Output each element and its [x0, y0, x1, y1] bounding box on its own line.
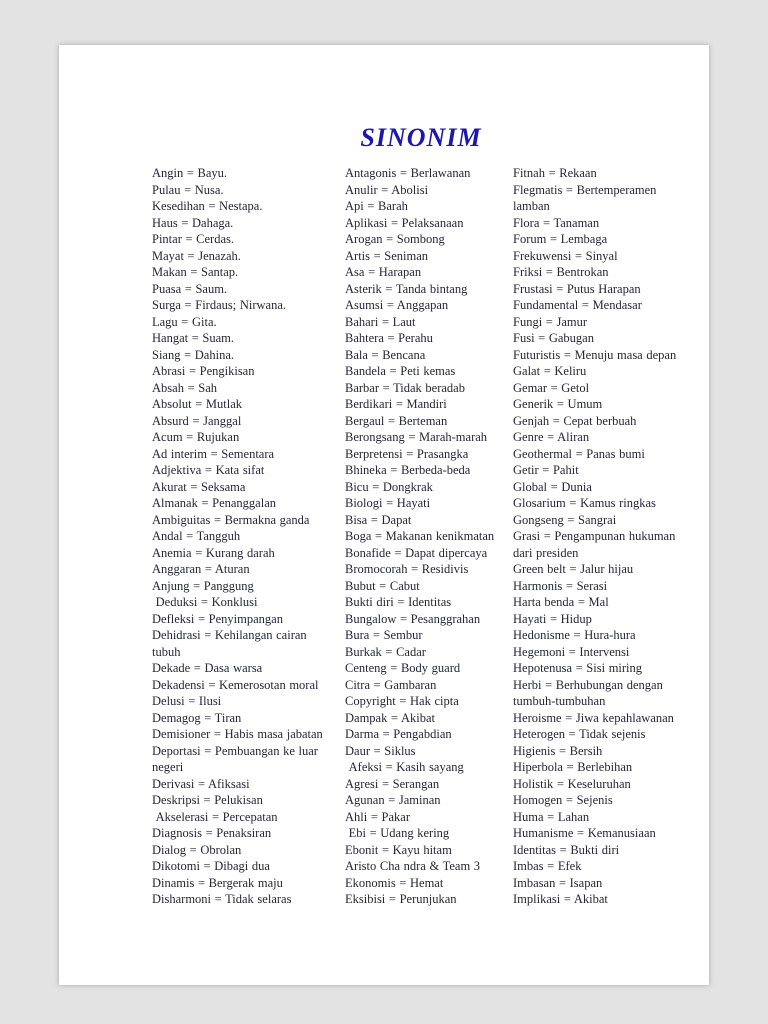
- synonym-entry: Heroisme = Jiwa kepahlawanan: [513, 710, 674, 725]
- synonym-entry: Green belt = Jalur hijau: [513, 562, 634, 576]
- synonym-entry: Biologi = Hayati: [345, 496, 431, 510]
- synonym-entry: Ekonomis = Hemat: [345, 875, 444, 890]
- synonym-entry: Friksi = Bentrokan: [513, 265, 609, 279]
- synonym-entry: Delusi = Ilusi: [152, 694, 222, 708]
- synonym-entry: Surga = Firdaus; Nirwana.: [152, 298, 286, 312]
- synonym-entry: Mayat = Jenazah.: [152, 248, 241, 263]
- synonym-entry: Ad interim = Sementara: [152, 446, 275, 461]
- synonym-entry: Akselerasi = Percepatan: [152, 809, 278, 824]
- synonym-entry: Eksibisi = Perunjukan: [345, 892, 457, 906]
- synonym-entry: Higienis = Bersih: [513, 743, 603, 758]
- synonym-column-middle: [345, 165, 503, 908]
- synonym-entry: Hayati = Hidup: [513, 611, 592, 626]
- synonym-entry: Asumsi = Anggapan: [345, 298, 449, 312]
- synonym-column-right: [513, 165, 690, 908]
- synonym-entry: Implikasi = Akibat: [513, 892, 608, 906]
- synonym-entry: Pulau = Nusa.: [152, 182, 224, 197]
- synonym-entry: Bergaul = Berteman: [345, 413, 448, 428]
- synonym-entry: Bahtera = Perahu: [345, 331, 433, 345]
- synonym-entry: Deportasi = Pembuangan ke luar negeri: [152, 743, 322, 774]
- synonym-entry: Fitnah = Rekaan: [513, 166, 597, 180]
- synonym-entry: Api = Barah: [345, 199, 408, 213]
- synonym-entry: Futuristis = Menuju masa depan: [513, 347, 677, 362]
- synonym-entry: Harta benda = Mal: [513, 595, 609, 609]
- synonym-entry: Ambiguitas = Bermakna ganda: [152, 512, 310, 527]
- synonym-entry: Dinamis = Bergerak maju: [152, 875, 283, 890]
- synonym-entry: Burkak = Cadar: [345, 644, 426, 659]
- synonym-entry: Defleksi = Penyimpangan: [152, 611, 283, 626]
- synonym-entry: Asa = Harapan: [345, 265, 422, 279]
- synonym-entry: Absurd = Janggal: [152, 413, 242, 428]
- synonym-entry: Bhineka = Berbeda-beda: [345, 463, 471, 477]
- synonym-entry: Akurat = Seksama: [152, 479, 246, 494]
- synonym-entry: Deduksi = Konklusi: [152, 595, 258, 609]
- synonym-entry: Bonafide = Dapat dipercaya: [345, 545, 488, 560]
- synonym-entry: Generik = Umum: [513, 397, 603, 411]
- synonym-entry: Arogan = Sombong: [345, 232, 445, 246]
- synonym-entry: Frekuwensi = Sinyal: [513, 248, 618, 263]
- synonym-entry: Flegmatis = Bertemperamen lamban: [513, 182, 661, 213]
- document-page: [59, 45, 709, 985]
- synonym-entry: Almanak = Penanggalan: [152, 496, 276, 510]
- synonym-entry: Angin = Bayu.: [152, 166, 228, 180]
- synonym-entry: Agunan = Jaminan: [345, 793, 441, 807]
- synonym-entry: Darma = Pengabdian: [345, 727, 452, 741]
- synonym-entry: Ebonit = Kayu hitam: [345, 842, 452, 857]
- synonym-entry: Dialog = Obrolan: [152, 842, 242, 857]
- synonym-entry: Harmonis = Serasi: [513, 578, 608, 593]
- synonym-entry: Imbas = Efek: [513, 859, 582, 873]
- synonym-entry: Boga = Makanan kenikmatan: [345, 529, 495, 543]
- synonym-entry: Disharmoni = Tidak selaras: [152, 892, 292, 906]
- synonym-entry: Bala = Bencana: [345, 347, 426, 362]
- synonym-entry: Fundamental = Mendasar: [513, 298, 642, 312]
- synonym-entry: Dampak = Akibat: [345, 710, 435, 725]
- synonym-entry: Aristo Cha ndra & Team 3: [345, 859, 481, 873]
- synonym-entry: Derivasi = Afiksasi: [152, 776, 250, 791]
- synonym-entry: Dehidrasi = Kehilangan cairan tubuh: [152, 628, 311, 659]
- synonym-entry: Humanisme = Kemanusiaan: [513, 826, 656, 840]
- synonym-entry: Dikotomi = Dibagi dua: [152, 859, 270, 873]
- synonym-entry: Kesedihan = Nestapa.: [152, 199, 263, 213]
- synonym-entry: Makan = Santap.: [152, 265, 239, 279]
- synonym-entry: Aplikasi = Pelaksanaan: [345, 215, 464, 230]
- synonym-entry: Acum = Rujukan: [152, 430, 240, 444]
- synonym-entry: Andal = Tangguh: [152, 529, 241, 543]
- synonym-entry: Copyright = Hak cipta: [345, 694, 459, 708]
- synonym-entry: Ahli = Pakar: [345, 809, 410, 824]
- synonym-entry: Siang = Dahina.: [152, 347, 234, 362]
- synonym-entry: Galat = Keliru: [513, 364, 587, 378]
- synonym-entry: Demagog = Tiran: [152, 710, 242, 725]
- synonym-entry: Bisa = Dapat: [345, 512, 412, 527]
- synonym-entry: Agresi = Serangan: [345, 776, 440, 791]
- synonym-entry: Anjung = Panggung: [152, 578, 254, 593]
- synonym-entry: Imbasan = Isapan: [513, 875, 603, 890]
- synonym-entry: Herbi = Berhubungan dengan tumbuh-tumbuhan: [513, 677, 667, 708]
- synonym-entry: Grasi = Pengampunan hukuman dari presiden: [513, 529, 679, 560]
- synonym-columns: [152, 165, 690, 908]
- synonym-entry: Homogen = Sejenis: [513, 793, 613, 807]
- synonym-entry: Bandela = Peti kemas: [345, 364, 456, 378]
- synonym-entry: Identitas = Bukti diri: [513, 842, 620, 857]
- synonym-entry: Antagonis = Berlawanan: [345, 166, 471, 180]
- synonym-entry: Diagnosis = Penaksiran: [152, 826, 272, 840]
- synonym-entry: Gemar = Getol: [513, 380, 590, 395]
- synonym-entry: Ebi = Udang kering: [345, 826, 450, 840]
- synonym-entry: Hepotenusa = Sisi miring: [513, 661, 643, 675]
- synonym-entry: Fungi = Jamur: [513, 314, 588, 329]
- synonym-column-left: [152, 165, 335, 908]
- synonym-entry: Bicu = Dongkrak: [345, 479, 433, 494]
- synonym-entry: Bukti diri = Identitas: [345, 595, 452, 609]
- synonym-entry: Pintar = Cerdas.: [152, 232, 234, 246]
- synonym-entry: Centeng = Body guard: [345, 661, 461, 675]
- synonym-entry: Deskripsi = Pelukisan: [152, 793, 263, 807]
- synonym-entry: Hangat = Suam.: [152, 331, 234, 345]
- synonym-entry: Anggaran = Aturan: [152, 562, 250, 576]
- synonym-entry: Anemia = Kurang darah: [152, 545, 275, 560]
- synonym-entry: Demisioner = Habis masa jabatan: [152, 727, 323, 741]
- synonym-entry: Puasa = Saum.: [152, 281, 228, 296]
- synonym-entry: Barbar = Tidak beradab: [345, 380, 465, 395]
- synonym-entry: Gongseng = Sangrai: [513, 512, 617, 527]
- synonym-entry: Fusi = Gabugan: [513, 331, 594, 345]
- synonym-entry: Geothermal = Panas bumi: [513, 446, 645, 461]
- synonym-entry: Dekade = Dasa warsa: [152, 661, 263, 675]
- synonym-entry: Asterik = Tanda bintang: [345, 281, 468, 296]
- synonym-entry: Anulir = Abolisi: [345, 182, 429, 197]
- synonym-entry: Huma = Lahan: [513, 809, 590, 824]
- synonym-entry: Berongsang = Marah-marah: [345, 430, 488, 444]
- synonym-entry: Absah = Sah: [152, 380, 217, 395]
- synonym-entry: Dekadensi = Kemerosotan moral: [152, 677, 319, 692]
- synonym-entry: Global = Dunia: [513, 479, 592, 494]
- synonym-entry: Getir = Pahit: [513, 463, 579, 477]
- synonym-entry: Artis = Seniman: [345, 248, 429, 263]
- synonym-entry: Bura = Sembur: [345, 628, 423, 642]
- synonym-entry: Abrasi = Pengikisan: [152, 364, 255, 378]
- synonym-entry: Heterogen = Tidak sejenis: [513, 727, 646, 741]
- synonym-entry: Hegemoni = Intervensi: [513, 644, 630, 659]
- synonym-entry: Absolut = Mutlak: [152, 397, 242, 411]
- synonym-entry: Berdikari = Mandiri: [345, 397, 447, 411]
- synonym-entry: Lagu = Gita.: [152, 314, 217, 329]
- synonym-entry: Glosarium = Kamus ringkas: [513, 496, 656, 510]
- synonym-entry: Daur = Siklus: [345, 743, 416, 758]
- synonym-entry: Genre = Aliran: [513, 430, 590, 444]
- synonym-entry: Bungalow = Pesanggrahan: [345, 611, 481, 626]
- synonym-entry: Genjah = Cepat berbuah: [513, 413, 637, 428]
- synonym-entry: Citra = Gambaran: [345, 677, 437, 692]
- synonym-entry: Haus = Dahaga.: [152, 215, 234, 230]
- synonym-entry: Hiperbola = Berlebihan: [513, 760, 633, 774]
- synonym-entry: Holistik = Keseluruhan: [513, 776, 631, 791]
- synonym-entry: Frustasi = Putus Harapan: [513, 281, 641, 296]
- synonym-entry: Bubut = Cabut: [345, 578, 420, 593]
- page-title: SINONIM: [360, 123, 482, 152]
- synonym-entry: Hedonisme = Hura-hura: [513, 628, 636, 642]
- synonym-entry: Bahari = Laut: [345, 314, 416, 329]
- synonym-entry: Bromocorah = Residivis: [345, 562, 469, 576]
- synonym-entry: Adjektiva = Kata sifat: [152, 463, 265, 477]
- synonym-entry: Forum = Lembaga: [513, 232, 608, 246]
- synonym-entry: Afeksi = Kasih sayang: [345, 760, 464, 774]
- synonym-entry: Flora = Tanaman: [513, 215, 600, 230]
- synonym-entry: Berpretensi = Prasangka: [345, 446, 469, 461]
